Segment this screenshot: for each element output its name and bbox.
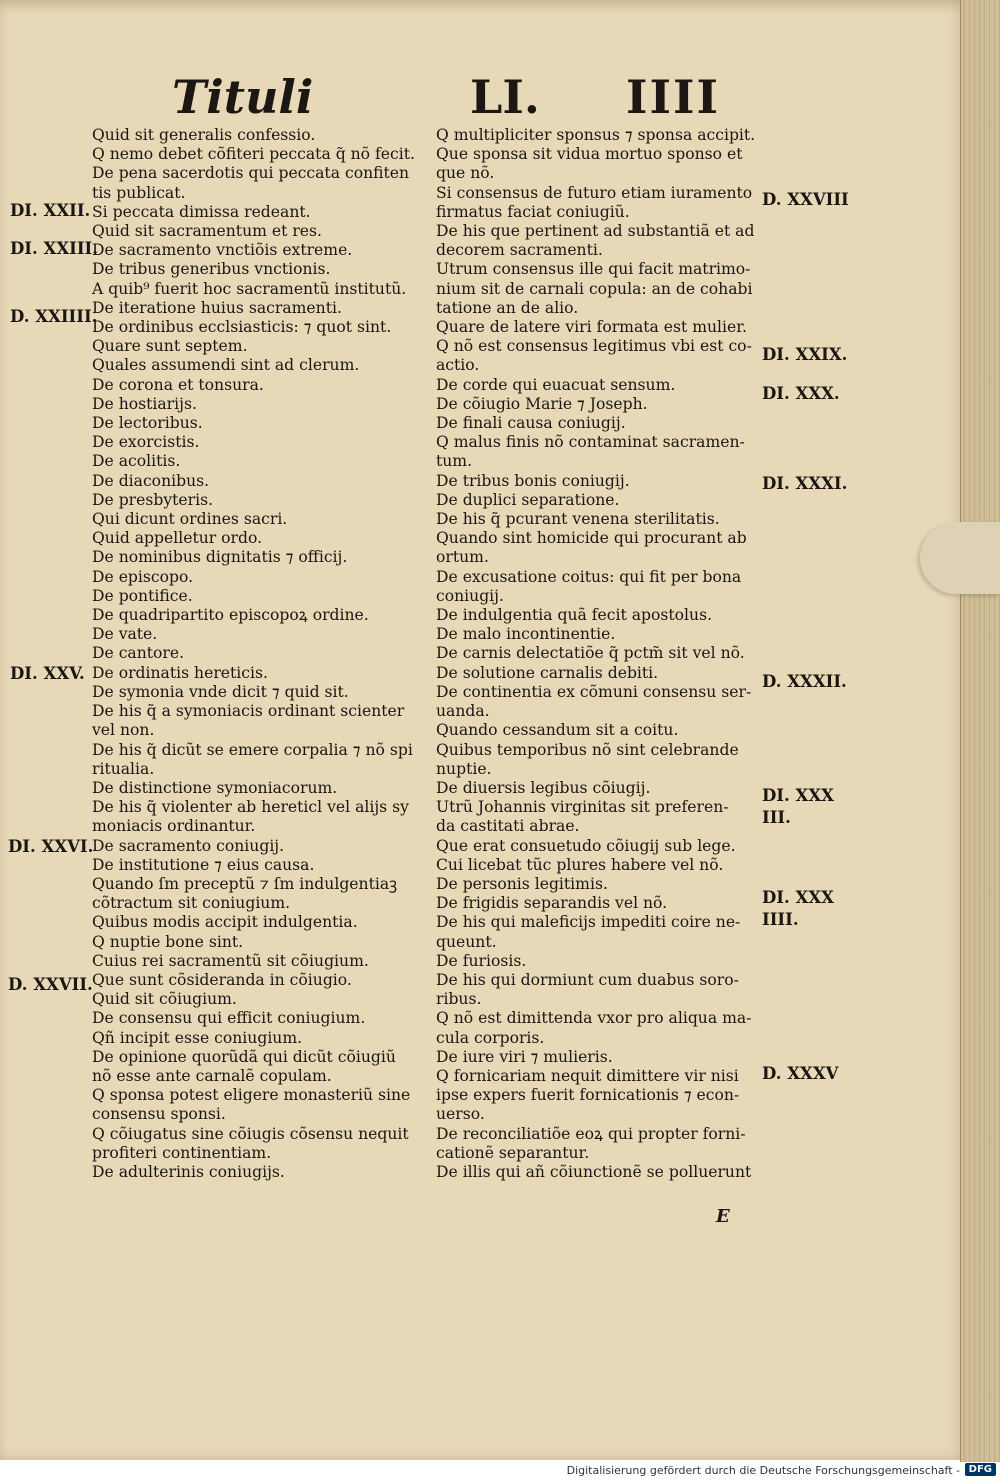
index-entry: Quid appelletur ordo. [92, 529, 263, 548]
right-column [436, 126, 758, 1182]
index-entry: De furiosis. [436, 951, 527, 970]
index-entry: Q multipliciter sponsus ⁊ sponsa accipit. [436, 126, 756, 144]
index-entry: Quibus modis accipit indulgentia. [92, 913, 358, 932]
index-entry: Que erat consuetudo cõiugij sub lege. [436, 836, 736, 855]
index-entry: Quid sit sacramentum et res. [92, 222, 322, 241]
index-entry: Q malus finis nõ contaminat sacramen- [436, 433, 745, 452]
header-title: Tituli [172, 70, 314, 124]
margin-label: DI. XXX [762, 888, 834, 907]
index-entry: De institutione ⁊ eius causa. [92, 855, 315, 874]
index-entry: uerso. [436, 1105, 485, 1124]
index-entry: De his q̃ a symoniacis ordinant scienter [92, 702, 405, 721]
index-entry: ortum. [436, 548, 489, 567]
index-entry: profiteri continentiam. [92, 1143, 272, 1162]
index-entry: Q fornicariam nequit dimittere vir nisi [436, 1066, 739, 1085]
index-entry: De exorcistis. [92, 433, 200, 452]
index-entry: Quare de latere viri formata est mulier. [436, 318, 747, 337]
index-entry: Que sponsa sit vidua mortuo sponso et [436, 145, 743, 164]
index-entry: De his q̃ pcurant venena sterilitatis. [436, 510, 720, 529]
index-entry: De reconciliatiõe eoꝝ qui propter forni- [436, 1124, 746, 1143]
index-entry: De diuersis legibus cõiugij. [436, 778, 651, 797]
index-entry: Quando cessandum sit a coitu. [436, 721, 679, 740]
margin-label: DI. XXIX. [762, 345, 848, 364]
index-entry: Que sunt cõsideranda in cõiugio. [92, 970, 352, 989]
index-entry: De ordinatis hereticis. [92, 663, 268, 682]
index-entry: Quibus temporibus nõ sint celebrande [436, 740, 739, 759]
index-entry: Quid sit cõiugium. [92, 990, 237, 1009]
footer-bar [0, 1462, 1000, 1480]
index-entry: Q sponsa potest eligere monasteriũ sine [92, 1086, 411, 1105]
index-entry: De cantore. [92, 644, 185, 663]
index-entry: De tribus generibus vnctionis. [92, 260, 331, 279]
index-entry: De his q̃ violenter ab hereticl vel alijs sy [92, 798, 409, 817]
index-entry: Quando ſm preceptũ ⁊ ſm indulgentiaꝫ [92, 874, 398, 893]
index-entry: ipse expers fuerit fornicationis ⁊ econ- [436, 1086, 740, 1105]
index-entry: De duplici separatione. [436, 490, 620, 509]
index-entry: De hostiarijs. [92, 394, 197, 413]
index-entry: De adulterinis coniugijs. [92, 1162, 285, 1181]
index-entry: De excusatione coitus: qui fit per bona [436, 567, 742, 586]
index-entry: De pontifice. [92, 586, 193, 605]
index-entry: actio. [436, 356, 480, 375]
index-entry: De acolitis. [92, 452, 181, 471]
index-entry: Qñ incipit esse coniugium. [92, 1028, 303, 1047]
index-entry: coniugij. [436, 586, 504, 605]
margin-label: DI. XXXI. [762, 474, 848, 493]
index-entry: De illis qui añ cõiunctionẽ se polluerunt [436, 1162, 752, 1181]
index-entry: De sacramento coniugij. [92, 836, 285, 855]
index-entry: Qui dicunt ordines sacri. [92, 510, 288, 529]
running-header [0, 70, 968, 130]
index-entry: Q nõ est dimittenda vxor pro aliqua ma- [436, 1009, 752, 1028]
index-entry: nium sit de carnali copula: an de cohabi [436, 279, 753, 298]
index-entry: De malo incontinentie. [436, 625, 616, 644]
index-entry: De vate. [92, 625, 158, 644]
index-entry: firmatus faciat coniugiũ. [436, 202, 630, 221]
index-entry: De his qui dormiunt cum duabus soro- [436, 970, 739, 989]
margin-label: D. XXXII. [762, 672, 847, 691]
index-entry: De corona et tonsura. [92, 375, 264, 394]
index-entry: De presbyteris. [92, 490, 214, 509]
index-entry: Quando sint homicide qui procurant ab [436, 529, 747, 548]
margin-label: DI. XXV. [10, 664, 85, 683]
margin-label: DI. XXX. [762, 384, 840, 403]
index-entry: De personis legitimis. [436, 874, 608, 893]
index-entry: nuptie. [436, 759, 492, 778]
index-entry: De symonia vnde dicit ⁊ quid sit. [92, 682, 349, 701]
index-entry: Utrũ Johannis virginitas sit preferen- [436, 798, 729, 817]
index-entry: A quib⁹ fuerit hoc sacramentũ institutũ. [92, 279, 407, 298]
margin-label: D. XXVII. [8, 975, 93, 994]
index-entry: ritualia. [92, 759, 155, 778]
index-entry: Si peccata dimissa redeant. [92, 202, 311, 221]
index-entry: moniacis ordinantur. [92, 817, 256, 836]
margin-label: DI. XXII. [10, 201, 91, 220]
index-entry: Quales assumendi sint ad clerum. [92, 356, 360, 375]
index-entry: Utrum consensus ille qui facit matrimo- [436, 260, 751, 279]
index-entry: Quare sunt septem. [92, 337, 248, 356]
margin-label: D. XXXV [762, 1064, 839, 1083]
index-entry: De cõiugio Marie ⁊ Joseph. [436, 394, 648, 413]
index-entry: De consensu qui efficit coniugium. [92, 1009, 366, 1028]
index-entry: que nõ. [436, 164, 495, 183]
index-entry: Si consensus de futuro etiam iuramento [436, 183, 753, 202]
index-entry: tum. [436, 452, 473, 471]
index-entry: Quid sit generalis confessio. [92, 126, 316, 144]
bookmark-tab [920, 522, 1000, 594]
index-entry: De indulgentia quã fecit apostolus. [436, 606, 713, 625]
header-number: IIII [626, 70, 721, 124]
signature-mark: E [716, 1206, 730, 1227]
index-entry: tatione an de alio. [436, 298, 579, 317]
index-entry: nõ esse ante carnalẽ copulam. [92, 1066, 332, 1085]
index-entry: De quadripartito episcopoꝝ ordine. [92, 606, 369, 625]
header-folio: LI. [470, 70, 540, 124]
margin-label: DI. XXVI. [8, 837, 94, 856]
index-entry: De diaconibus. [92, 471, 210, 490]
index-entry: De sacramento vnctiõis extreme. [92, 241, 353, 260]
index-entry: De solutione carnalis debiti. [436, 663, 659, 682]
index-entry: De corde qui euacuat sensum. [436, 375, 676, 394]
index-entry: De his q̃ dicũt se emere corpalia ⁊ nõ spi [92, 740, 413, 759]
index-entry: De opinione quorũdã qui dicũt cõiugiũ [92, 1047, 396, 1066]
index-entry: De his qui maleficijs impediti coire ne- [436, 913, 741, 932]
index-entry: cõtractum sit coniugium. [92, 894, 291, 913]
index-entry: De ordinibus ecclsiasticis: ⁊ quot sint. [92, 318, 392, 337]
index-entry: cula corporis. [436, 1028, 545, 1047]
margin-label: DI. XXX [762, 786, 834, 805]
index-entry: cationẽ separantur. [436, 1143, 590, 1162]
index-entry: De frigidis separandis vel nõ. [436, 894, 668, 913]
index-entry: Q nemo debet cõfiteri peccata q̃ nõ fecit. [92, 145, 415, 164]
index-entry: ribus. [436, 990, 482, 1009]
index-entry: Cui licebat tũc plures habere vel nõ. [436, 855, 724, 874]
margin-label: D. XXIIII. [10, 307, 98, 326]
dfg-logo: DFG [965, 1463, 996, 1476]
left-column [92, 126, 427, 1182]
index-entry: De lectoribus. [92, 414, 203, 433]
index-entry: decorem sacramenti. [436, 241, 603, 260]
index-entry: De tribus bonis coniugij. [436, 471, 630, 490]
index-entry: De continentia ex cõmuni consensu ser- [436, 682, 752, 701]
margin-label: IIII. [762, 910, 799, 929]
margin-label: D. XXVIII [762, 190, 849, 209]
index-entry: Cuius rei sacramentũ sit cõiugium. [92, 951, 369, 970]
index-entry: De pena sacerdotis qui peccata confiten [92, 164, 410, 183]
index-entry: Q nõ est consensus legitimus vbi est co- [436, 337, 752, 356]
index-entry: De distinctione symoniacorum. [92, 778, 338, 797]
index-entry: De iteratione huius sacramenti. [92, 298, 342, 317]
margin-label: DI. XXIII. [10, 239, 99, 258]
index-entry: De episcopo. [92, 567, 194, 586]
index-entry: uanda. [436, 702, 490, 721]
index-entry: consensu sponsi. [92, 1105, 226, 1124]
index-entry: Q cõiugatus sine cõiugis cõsensu nequit [92, 1124, 409, 1143]
index-entry: Q nuptie bone sint. [92, 932, 244, 951]
index-entry: vel non. [92, 721, 155, 740]
index-entry: De carnis delectatiõe q̃ pctm̃ sit vel nõ. [436, 644, 745, 663]
index-entry: De his que pertinent ad substantiã et ad [436, 222, 755, 241]
margin-label: III. [762, 808, 791, 827]
index-entry: tis publicat. [92, 183, 186, 202]
index-entry: De finali causa coniugij. [436, 414, 626, 433]
index-entry: De nominibus dignitatis ⁊ officij. [92, 548, 348, 567]
index-entry: da castitati abrae. [436, 817, 580, 836]
page-edge [960, 0, 1000, 1462]
index-entry: queunt. [436, 932, 497, 951]
footer-credit: Digitalisierung gefördert durch die Deutsche Forschungsgemeinschaft - [566, 1464, 960, 1477]
index-entry: De iure viri ⁊ mulieris. [436, 1047, 613, 1066]
